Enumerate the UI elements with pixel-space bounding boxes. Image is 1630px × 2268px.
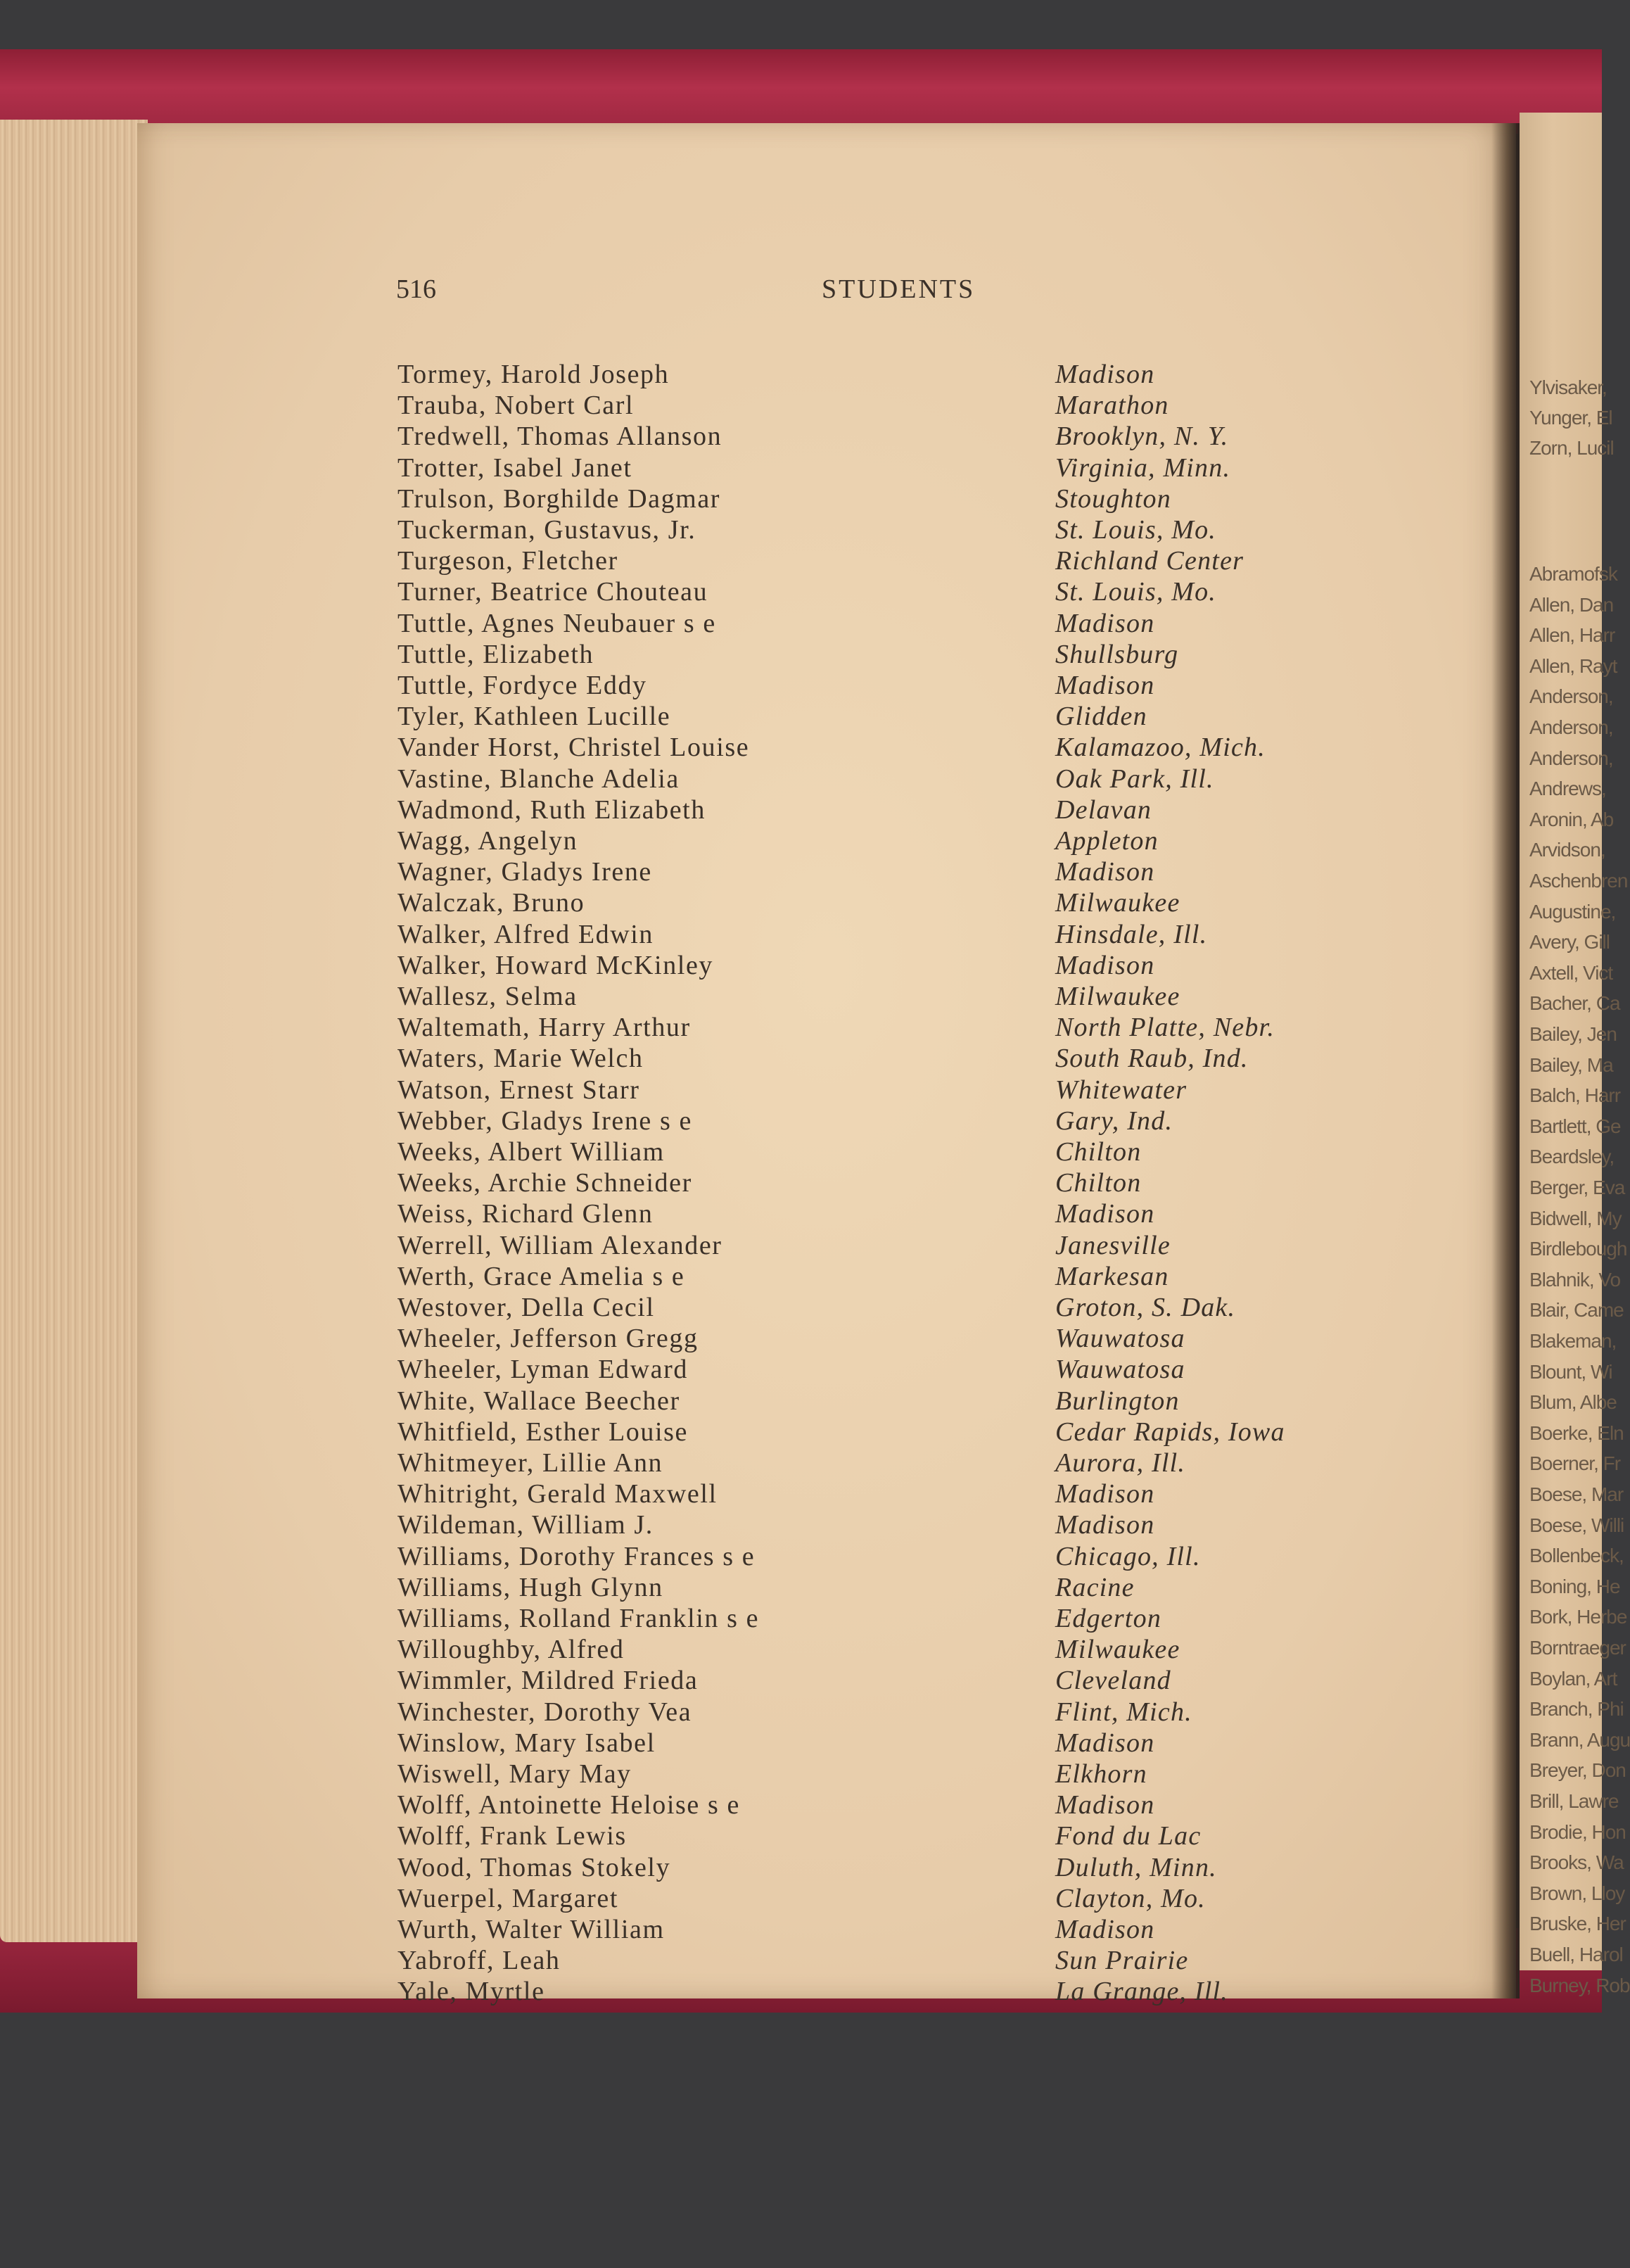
facing-page-text: Ylvisaker, — [1529, 376, 1607, 398]
facing-page-text: Boese, Mar — [1529, 1483, 1624, 1505]
student-hometown: Aurora, Ill. — [1055, 1448, 1186, 1478]
student-hometown: Glidden — [1055, 702, 1147, 731]
student-name: Walker, Howard McKinley — [397, 951, 714, 980]
student-name: Williams, Dorothy Frances s e — [397, 1542, 756, 1571]
student-entry — [0, 1323, 1602, 1354]
facing-page-text: Bollenbeck, — [1529, 1545, 1624, 1566]
facing-page-text: Bacher, Ca — [1529, 992, 1620, 1014]
student-entry — [0, 452, 1602, 483]
student-hometown: Madison — [1055, 1728, 1155, 1758]
student-name: Vander Horst, Christel Louise — [397, 733, 750, 762]
student-name: Tuttle, Agnes Neubauer s e — [397, 609, 716, 638]
student-name: Waltemath, Harry Arthur — [397, 1013, 691, 1042]
facing-page-text: Boylan, Art — [1529, 1668, 1617, 1690]
student-name: Trauba, Nobert Carl — [397, 391, 635, 420]
student-entry — [0, 732, 1602, 763]
student-name: Wimmler, Mildred Frieda — [397, 1666, 699, 1695]
student-name: Wood, Thomas Stokely — [397, 1853, 671, 1882]
student-name: Walker, Alfred Edwin — [397, 920, 654, 949]
student-hometown: Elkhorn — [1055, 1759, 1147, 1789]
student-entry — [0, 1478, 1602, 1509]
student-name: Wolff, Frank Lewis — [397, 1821, 627, 1851]
facing-page-text: Aschenbren — [1529, 870, 1628, 892]
facing-page-text: Birdlebough — [1529, 1238, 1627, 1260]
student-hometown: Janesville — [1055, 1231, 1171, 1260]
facing-page-text: Burney, Rob — [1529, 1975, 1630, 1996]
facing-page-text: Boese, Willi — [1529, 1514, 1624, 1536]
student-entry — [0, 825, 1602, 856]
facing-page-text: Bidwell, My — [1529, 1208, 1622, 1229]
student-name: Whitmeyer, Lillie Ann — [397, 1448, 663, 1478]
student-name: Wheeler, Jefferson Gregg — [397, 1324, 699, 1353]
facing-page-text: Brann, Augu — [1529, 1729, 1630, 1751]
student-name: Whitfield, Esther Louise — [397, 1417, 689, 1447]
facing-page-text: Anderson, — [1529, 685, 1613, 707]
student-name: Weiss, Richard Glenn — [397, 1199, 654, 1229]
student-hometown: Madison — [1055, 857, 1155, 887]
facing-page-text: Bailey, Jen — [1529, 1023, 1617, 1045]
student-name: Yabroff, Leah — [397, 1946, 561, 1975]
student-name: White, Wallace Beecher — [397, 1386, 680, 1416]
student-name: Weeks, Archie Schneider — [397, 1168, 692, 1198]
facing-page-text: Breyer, Don — [1529, 1759, 1626, 1781]
student-hometown: Flint, Mich. — [1055, 1697, 1192, 1727]
student-hometown: Marathon — [1055, 391, 1169, 420]
student-entry — [0, 1883, 1602, 1914]
student-entry — [0, 1914, 1602, 1945]
student-name: Tuckerman, Gustavus, Jr. — [397, 515, 696, 545]
facing-page-text: Abramofsk — [1529, 563, 1617, 585]
student-hometown: Brooklyn, N. Y. — [1055, 422, 1229, 451]
student-entry — [0, 1820, 1602, 1851]
student-entry — [0, 1230, 1602, 1261]
student-entry — [0, 887, 1602, 918]
facing-page-text: Arvidson, — [1529, 839, 1605, 861]
running-head: STUDENTS — [822, 274, 976, 304]
student-name: Turgeson, Fletcher — [397, 546, 618, 576]
student-hometown: Madison — [1055, 1915, 1155, 1944]
student-hometown: St. Louis, Mo. — [1055, 515, 1216, 545]
student-name: Vastine, Blanche Adelia — [397, 764, 680, 794]
facing-page-text: Augustine, — [1529, 901, 1616, 923]
facing-page-text: Blahnik, Vo — [1529, 1269, 1621, 1291]
student-hometown: Madison — [1055, 1479, 1155, 1509]
student-entry — [0, 421, 1602, 452]
student-name: Wagner, Gladys Irene — [397, 857, 652, 887]
student-entry — [0, 1852, 1602, 1883]
student-hometown: Clayton, Mo. — [1055, 1884, 1206, 1913]
student-hometown: Burlington — [1055, 1386, 1180, 1416]
student-hometown: Madison — [1055, 1199, 1155, 1229]
student-entry — [0, 856, 1602, 887]
student-hometown: Sun Prairie — [1055, 1946, 1189, 1975]
student-hometown: Whitewater — [1055, 1075, 1188, 1105]
student-entry — [0, 1386, 1602, 1417]
student-name: Wheeler, Lyman Edward — [397, 1355, 688, 1384]
facing-page-text: Brown, Lloy — [1529, 1882, 1625, 1904]
facing-page-text: Aronin, Ab — [1529, 809, 1614, 830]
student-entry — [0, 1106, 1602, 1136]
student-name: Wadmond, Ruth Elizabeth — [397, 795, 706, 825]
facing-page-text: Anderson, — [1529, 716, 1613, 738]
student-entry — [0, 1634, 1602, 1665]
student-hometown: Milwaukee — [1055, 888, 1180, 918]
student-name: Tuttle, Elizabeth — [397, 640, 594, 669]
student-hometown: North Platte, Nebr. — [1055, 1013, 1275, 1042]
student-entry — [0, 919, 1602, 950]
student-hometown: St. Louis, Mo. — [1055, 577, 1216, 607]
student-entry — [0, 670, 1602, 701]
facing-page-text: Boning, He — [1529, 1576, 1620, 1597]
student-name: Wurth, Walter William — [397, 1915, 665, 1944]
student-hometown: Delavan — [1055, 795, 1152, 825]
student-name: Williams, Rolland Franklin s e — [397, 1604, 760, 1633]
student-entry — [0, 576, 1602, 607]
facing-page-text: Bailey, Ma — [1529, 1054, 1613, 1076]
student-hometown: Groton, S. Dak. — [1055, 1293, 1236, 1322]
student-entry — [0, 1509, 1602, 1540]
student-hometown: Madison — [1055, 1790, 1155, 1820]
student-name: Willoughby, Alfred — [397, 1635, 625, 1664]
student-hometown: La Grange, Ill. — [1055, 1977, 1228, 2006]
student-entry — [0, 1292, 1602, 1323]
facing-page-text: Bruske, Her — [1529, 1913, 1626, 1934]
facing-page-text: Blakeman, — [1529, 1330, 1617, 1352]
facing-page-text: Allen, Harr — [1529, 624, 1615, 646]
student-entry — [0, 545, 1602, 576]
student-name: Williams, Hugh Glynn — [397, 1573, 663, 1602]
facing-page-text: Boerke, Eln — [1529, 1422, 1624, 1444]
student-entry — [0, 1697, 1602, 1728]
student-name: Wildeman, William J. — [397, 1510, 654, 1540]
facing-page-text: Allen, Dan — [1529, 594, 1614, 616]
student-entry — [0, 1075, 1602, 1106]
student-entry — [0, 1167, 1602, 1198]
student-hometown: Chicago, Ill. — [1055, 1542, 1201, 1571]
student-entry — [0, 1789, 1602, 1820]
student-name: Waters, Marie Welch — [397, 1044, 644, 1073]
student-entry — [0, 1417, 1602, 1447]
student-hometown: Madison — [1055, 951, 1155, 980]
student-hometown: Wauwatosa — [1055, 1355, 1185, 1384]
student-hometown: Madison — [1055, 1510, 1155, 1540]
student-hometown: Gary, Ind. — [1055, 1106, 1173, 1136]
student-hometown: Racine — [1055, 1573, 1135, 1602]
student-entry — [0, 1043, 1602, 1074]
facing-page-text: Blair, Came — [1529, 1299, 1624, 1321]
student-name: Turner, Beatrice Chouteau — [397, 577, 708, 607]
student-hometown: Duluth, Minn. — [1055, 1853, 1217, 1882]
facing-page-text: Anderson, — [1529, 747, 1613, 769]
facing-page-text: Blount, Wi — [1529, 1361, 1612, 1383]
facing-page-text: Blum, Albe — [1529, 1391, 1617, 1413]
facing-page-text: Axtell, Vict — [1529, 962, 1613, 984]
student-name: Wuerpel, Margaret — [397, 1884, 619, 1913]
student-hometown: Virginia, Minn. — [1055, 453, 1231, 483]
book-cover-top — [0, 49, 1602, 134]
facing-page-text: Avery, Gill — [1529, 931, 1610, 953]
student-entry — [0, 1136, 1602, 1167]
student-entry — [0, 1572, 1602, 1603]
student-entry — [0, 359, 1602, 390]
student-name: Yale, Myrtle — [397, 1977, 545, 2006]
student-name: Wolff, Antoinette Heloise s e — [397, 1790, 740, 1820]
student-hometown: Edgerton — [1055, 1604, 1162, 1633]
student-hometown: Stoughton — [1055, 484, 1171, 514]
facing-page-text: Brill, Lawre — [1529, 1790, 1619, 1812]
student-name: Tredwell, Thomas Allanson — [397, 422, 722, 451]
student-entry — [0, 1665, 1602, 1696]
student-hometown: Shullsburg — [1055, 640, 1179, 669]
student-name: Wagg, Angelyn — [397, 826, 578, 856]
student-name: Westover, Della Cecil — [397, 1293, 655, 1322]
student-hometown: Wauwatosa — [1055, 1324, 1185, 1353]
page-number: 516 — [396, 274, 436, 304]
student-name: Trotter, Isabel Janet — [397, 453, 632, 483]
facing-page-text: Buell, Harol — [1529, 1944, 1623, 1965]
student-hometown: Fond du Lac — [1055, 1821, 1202, 1851]
student-hometown: Appleton — [1055, 826, 1159, 856]
student-entry — [0, 639, 1602, 670]
student-hometown: Cleveland — [1055, 1666, 1171, 1695]
student-entry — [0, 1945, 1602, 1976]
student-name: Winslow, Mary Isabel — [397, 1728, 656, 1758]
student-name: Trulson, Borghilde Dagmar — [397, 484, 721, 514]
facing-page-text: Borntraeger — [1529, 1637, 1626, 1659]
student-entry — [0, 483, 1602, 514]
student-name: Weeks, Albert William — [397, 1137, 665, 1167]
facing-page-text: Branch, Phi — [1529, 1698, 1624, 1720]
student-hometown: Oak Park, Ill. — [1055, 764, 1214, 794]
student-entry — [0, 1603, 1602, 1634]
student-name: Winchester, Dorothy Vea — [397, 1697, 692, 1727]
facing-page-text: Balch, Harr — [1529, 1084, 1621, 1106]
student-entry — [0, 390, 1602, 421]
student-entry — [0, 1759, 1602, 1789]
student-name: Webber, Gladys Irene s e — [397, 1106, 692, 1136]
facing-page-text: Brodie, Hon — [1529, 1821, 1626, 1843]
facing-page-text: Bork, Herbe — [1529, 1606, 1627, 1628]
facing-page-text: Bartlett, Ge — [1529, 1115, 1621, 1137]
facing-page-text: Allen, Rayt — [1529, 655, 1617, 677]
student-entry — [0, 950, 1602, 981]
student-entry — [0, 981, 1602, 1012]
student-entry — [0, 1541, 1602, 1572]
student-entry — [0, 1261, 1602, 1292]
student-entry — [0, 794, 1602, 825]
student-name: Watson, Ernest Starr — [397, 1075, 640, 1105]
student-name: Tuttle, Fordyce Eddy — [397, 671, 647, 700]
student-hometown: Kalamazoo, Mich. — [1055, 733, 1266, 762]
student-hometown: Milwaukee — [1055, 982, 1180, 1011]
student-entry — [0, 1447, 1602, 1478]
facing-page-text: Boerner, Fr — [1529, 1452, 1621, 1474]
student-entry — [0, 1976, 1602, 2007]
student-name: Wallesz, Selma — [397, 982, 578, 1011]
student-hometown: Madison — [1055, 671, 1155, 700]
student-hometown: Chilton — [1055, 1168, 1142, 1198]
student-entry — [0, 701, 1602, 732]
student-name: Walczak, Bruno — [397, 888, 585, 918]
student-hometown: Milwaukee — [1055, 1635, 1180, 1664]
student-entry — [0, 1728, 1602, 1759]
student-name: Tyler, Kathleen Lucille — [397, 702, 671, 731]
facing-page-text: Beardsley, — [1529, 1146, 1615, 1167]
student-entry — [0, 764, 1602, 794]
student-name: Werth, Grace Amelia s e — [397, 1262, 685, 1291]
student-name: Wiswell, Mary May — [397, 1759, 632, 1789]
student-hometown: Madison — [1055, 609, 1155, 638]
student-hometown: Markesan — [1055, 1262, 1169, 1291]
student-entry — [0, 608, 1602, 639]
facing-page-text: Zorn, Lucil — [1529, 437, 1614, 459]
student-hometown: Richland Center — [1055, 546, 1244, 576]
student-entry — [0, 1354, 1602, 1385]
student-name: Tormey, Harold Joseph — [397, 360, 670, 389]
facing-page-text: Andrews, — [1529, 778, 1606, 799]
facing-page-text: Yunger, El — [1529, 407, 1612, 429]
student-name: Werrell, William Alexander — [397, 1231, 722, 1260]
student-hometown: Cedar Rapids, Iowa — [1055, 1417, 1285, 1447]
student-hometown: South Raub, Ind. — [1055, 1044, 1249, 1073]
facing-page-text: Berger, Eva — [1529, 1177, 1625, 1198]
student-hometown: Hinsdale, Ill. — [1055, 920, 1208, 949]
student-name: Whitright, Gerald Maxwell — [397, 1479, 718, 1509]
student-entry — [0, 1012, 1602, 1043]
facing-page-text: Brooks, Wa — [1529, 1851, 1624, 1873]
student-hometown: Chilton — [1055, 1137, 1142, 1167]
student-entry — [0, 514, 1602, 545]
student-hometown: Madison — [1055, 360, 1155, 389]
student-entry — [0, 1198, 1602, 1229]
